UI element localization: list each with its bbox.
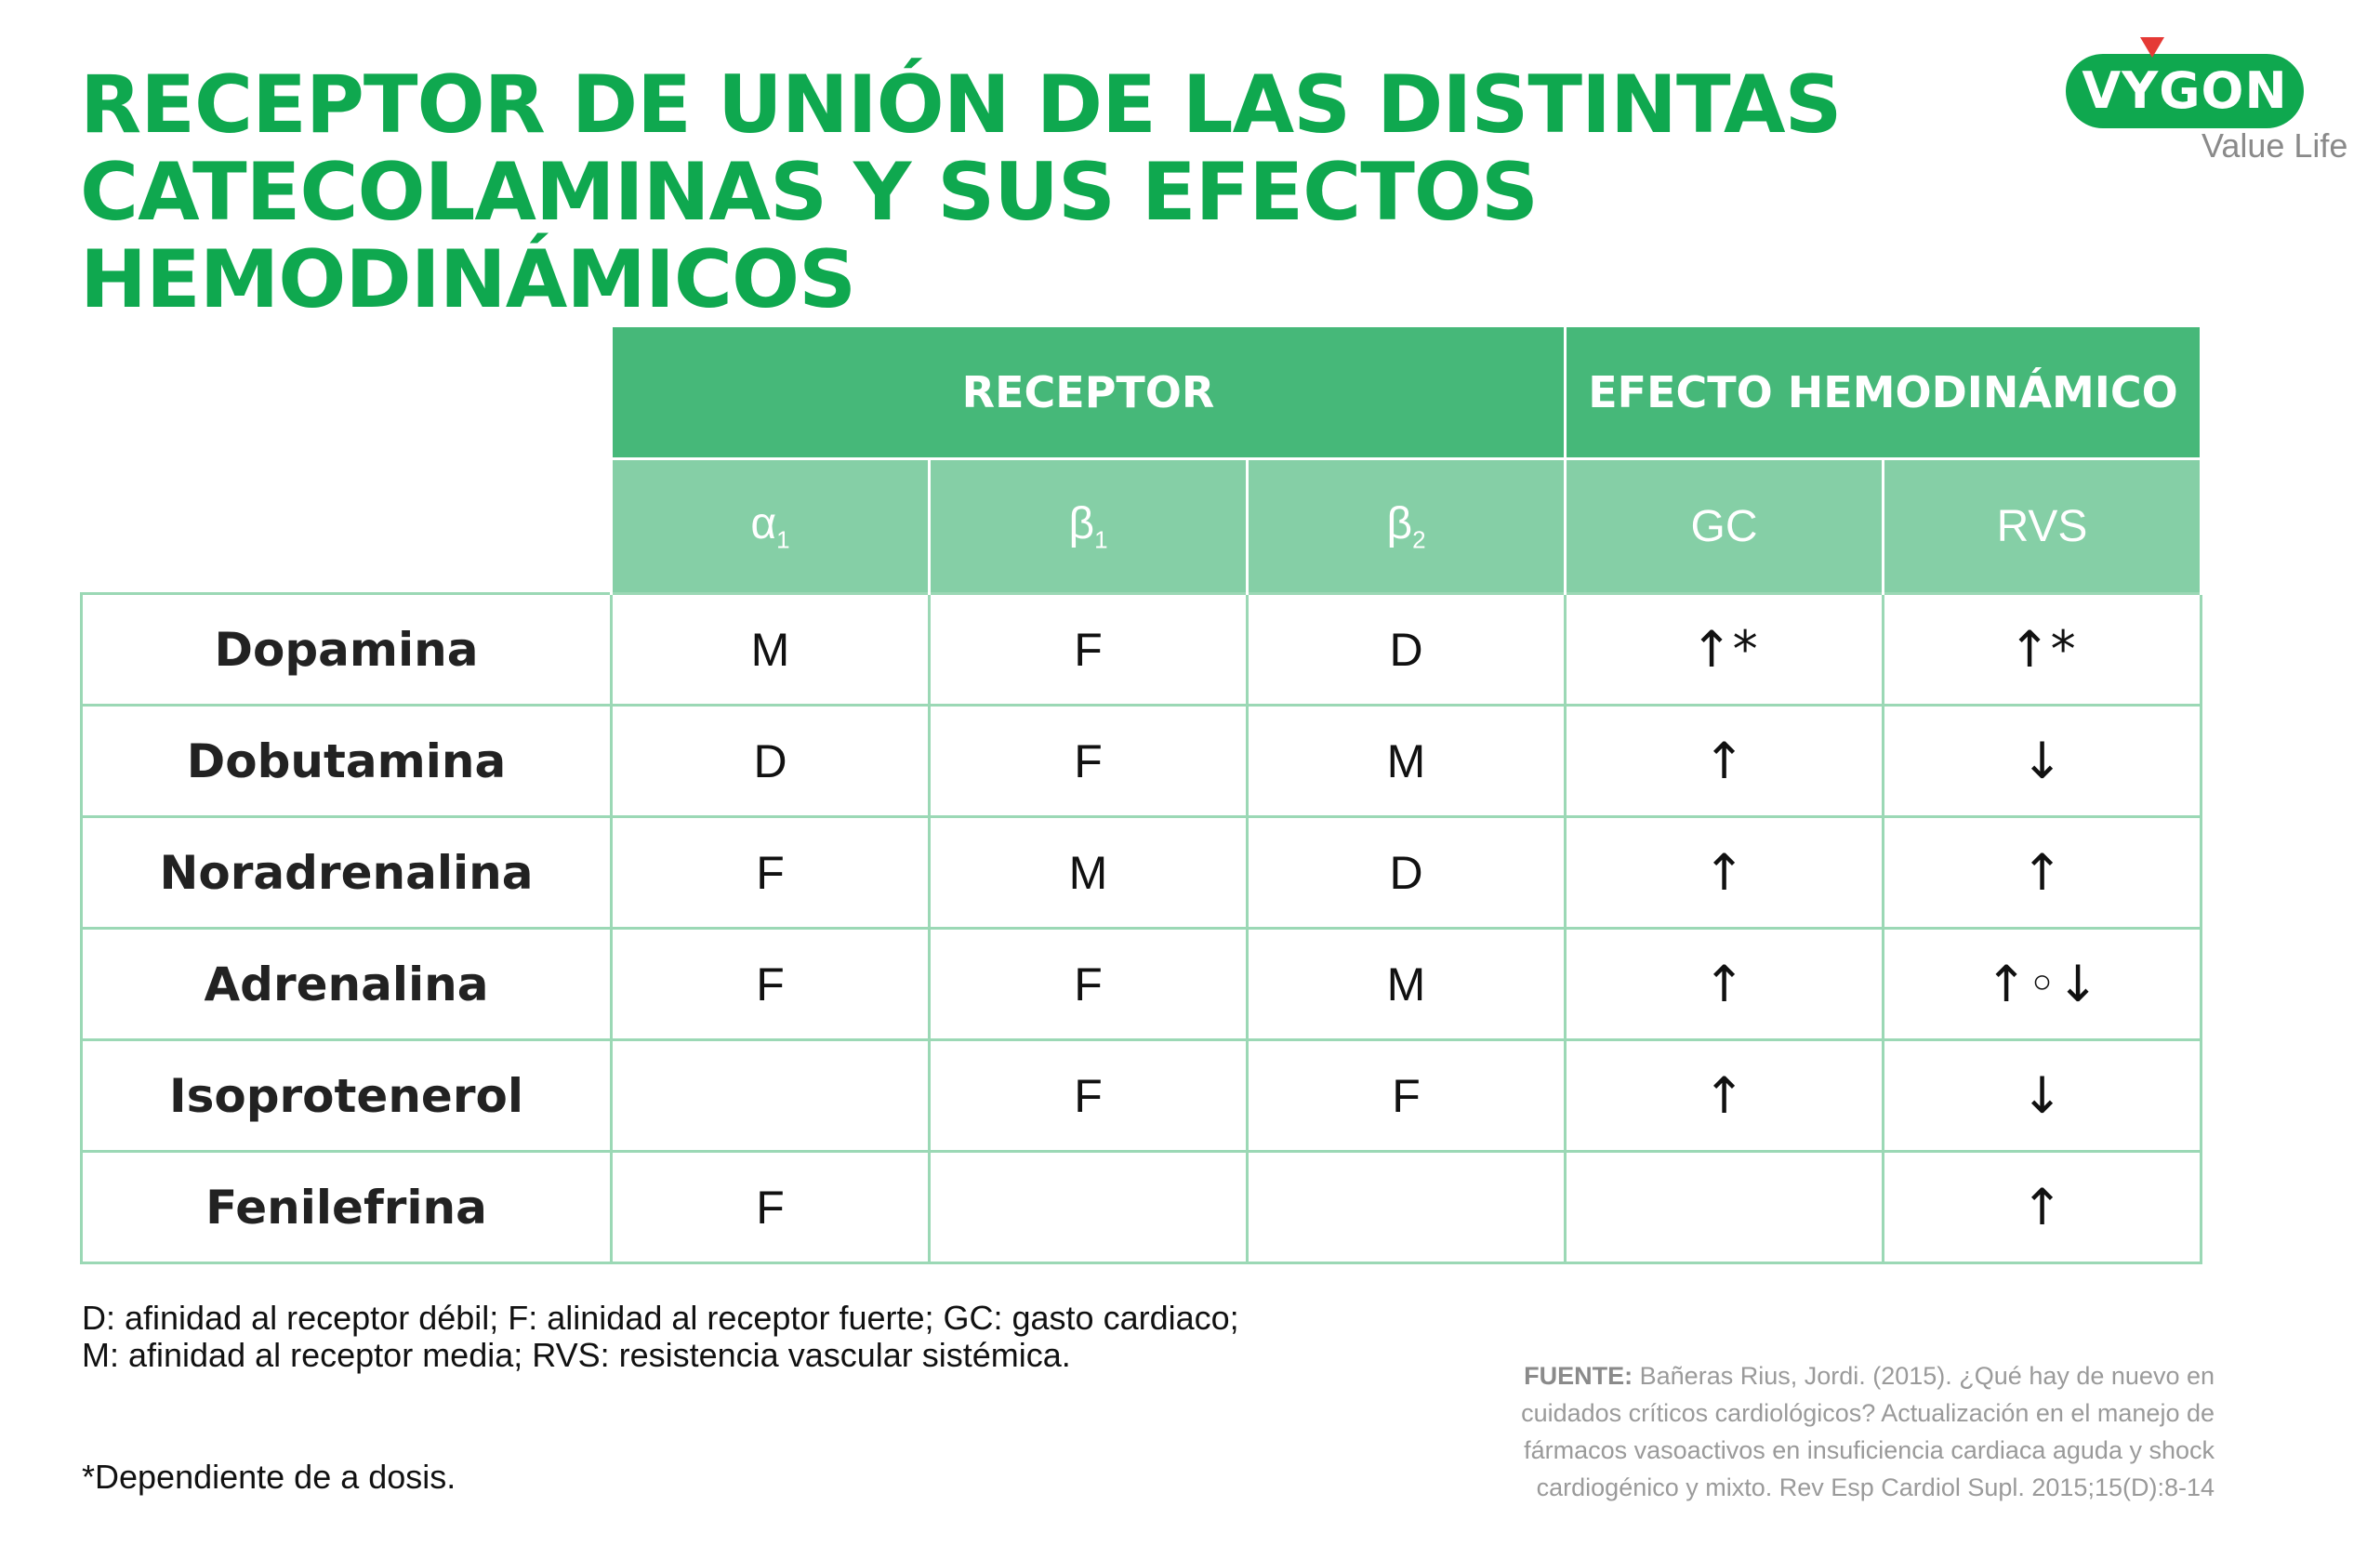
cell-beta2: F [1248,1040,1566,1152]
cell-alpha1 [612,1040,930,1152]
cell-alpha1: D [612,706,930,817]
legend-line-2: M: afinidad al receptor media; RVS: resistencia vascular sistémica. [82,1336,1071,1374]
cell-gc: ↑ [1566,1040,1884,1152]
drug-name: Adrenalina [82,929,612,1040]
title-line-1: RECEPTOR DE UNIÓN DE LAS DISTINTAS [80,59,1842,152]
subheader-beta2: $\beta_2$ [1248,459,1566,594]
dose-note: *Dependiente de a dosis. [82,1458,456,1496]
cell-rvs: ↓ [1884,1040,2202,1152]
logo-tagline: Value Life [2202,126,2348,165]
legend [82,1300,1476,1374]
cell-gc [1566,1152,1884,1263]
cell-beta1: F [930,929,1248,1040]
cell-gc: ↑* [1566,594,1884,706]
cell-beta1: M [930,817,1248,929]
cell-alpha1: M [612,594,930,706]
table-row [82,817,2202,929]
cell-beta1 [930,1152,1248,1263]
cell-alpha1: F [612,1152,930,1263]
header-efecto-hemodinamico: EFECTO HEMODINÁMICO [1566,327,2202,459]
cell-beta1: F [930,706,1248,817]
drug-name: Dobutamina [82,706,612,817]
logo-brand: VYGON [2082,61,2288,120]
logo-triangle-icon [2140,37,2164,58]
page-title [80,61,2125,324]
vygon-logo [2066,37,2354,177]
cell-beta2: M [1248,929,1566,1040]
cell-rvs: ↓ [1884,706,2202,817]
cell-beta2: M [1248,706,1566,817]
source-text: Bañeras Rius, Jordi. (2015). ¿Qué hay de nuevo en cuidados críticos cardiológicos? Actualización en el manejo de fármacos vasoactivos en insuficiencia cardiaca aguda y shock cardiogénico y mixto. Rev Esp Cardiol Supl. 2015;15(D):8-14 [1521,1362,2215,1501]
catecholamine-table [80,327,2202,1264]
subheader-beta1: $\beta_1$ [930,459,1248,594]
drug-name: Dopamina [82,594,612,706]
subheader-alpha1: $\alpha_1$ [612,459,930,594]
cell-gc: ↑ [1566,706,1884,817]
source-citation [1450,1357,2215,1506]
cell-beta1: F [930,1040,1248,1152]
source-label: FUENTE: [1524,1362,1633,1390]
corner-blank [82,327,612,459]
corner-blank-2 [82,459,612,594]
drug-name: Noradrenalina [82,817,612,929]
cell-gc: ↑ [1566,929,1884,1040]
cell-beta2 [1248,1152,1566,1263]
cell-beta2: D [1248,817,1566,929]
cell-gc: ↑ [1566,817,1884,929]
title-line-2: CATECOLAMINAS Y SUS EFECTOS HEMODINÁMICOS [80,146,1538,326]
cell-rvs: ↑ [1884,1152,2202,1263]
legend-line-1: D: afinidad al receptor débil; F: alinidad al receptor fuerte; GC: gasto cardiaco; [82,1299,1239,1337]
cell-alpha1: F [612,817,930,929]
cell-rvs: ↑◦↓ [1884,929,2202,1040]
cell-beta1: F [930,594,1248,706]
table-row [82,594,2202,706]
drug-name: Isoprotenerol [82,1040,612,1152]
cell-alpha1: F [612,929,930,1040]
header-receptor: RECEPTOR [612,327,1566,459]
drug-name: Fenilefrina [82,1152,612,1263]
cell-beta2: D [1248,594,1566,706]
table-row [82,1152,2202,1263]
cell-rvs: ↑* [1884,594,2202,706]
table-row [82,706,2202,817]
subheader-rvs: RVS [1884,459,2202,594]
cell-rvs: ↑ [1884,817,2202,929]
table-row [82,929,2202,1040]
subheader-gc: GC [1566,459,1884,594]
table-row [82,1040,2202,1152]
